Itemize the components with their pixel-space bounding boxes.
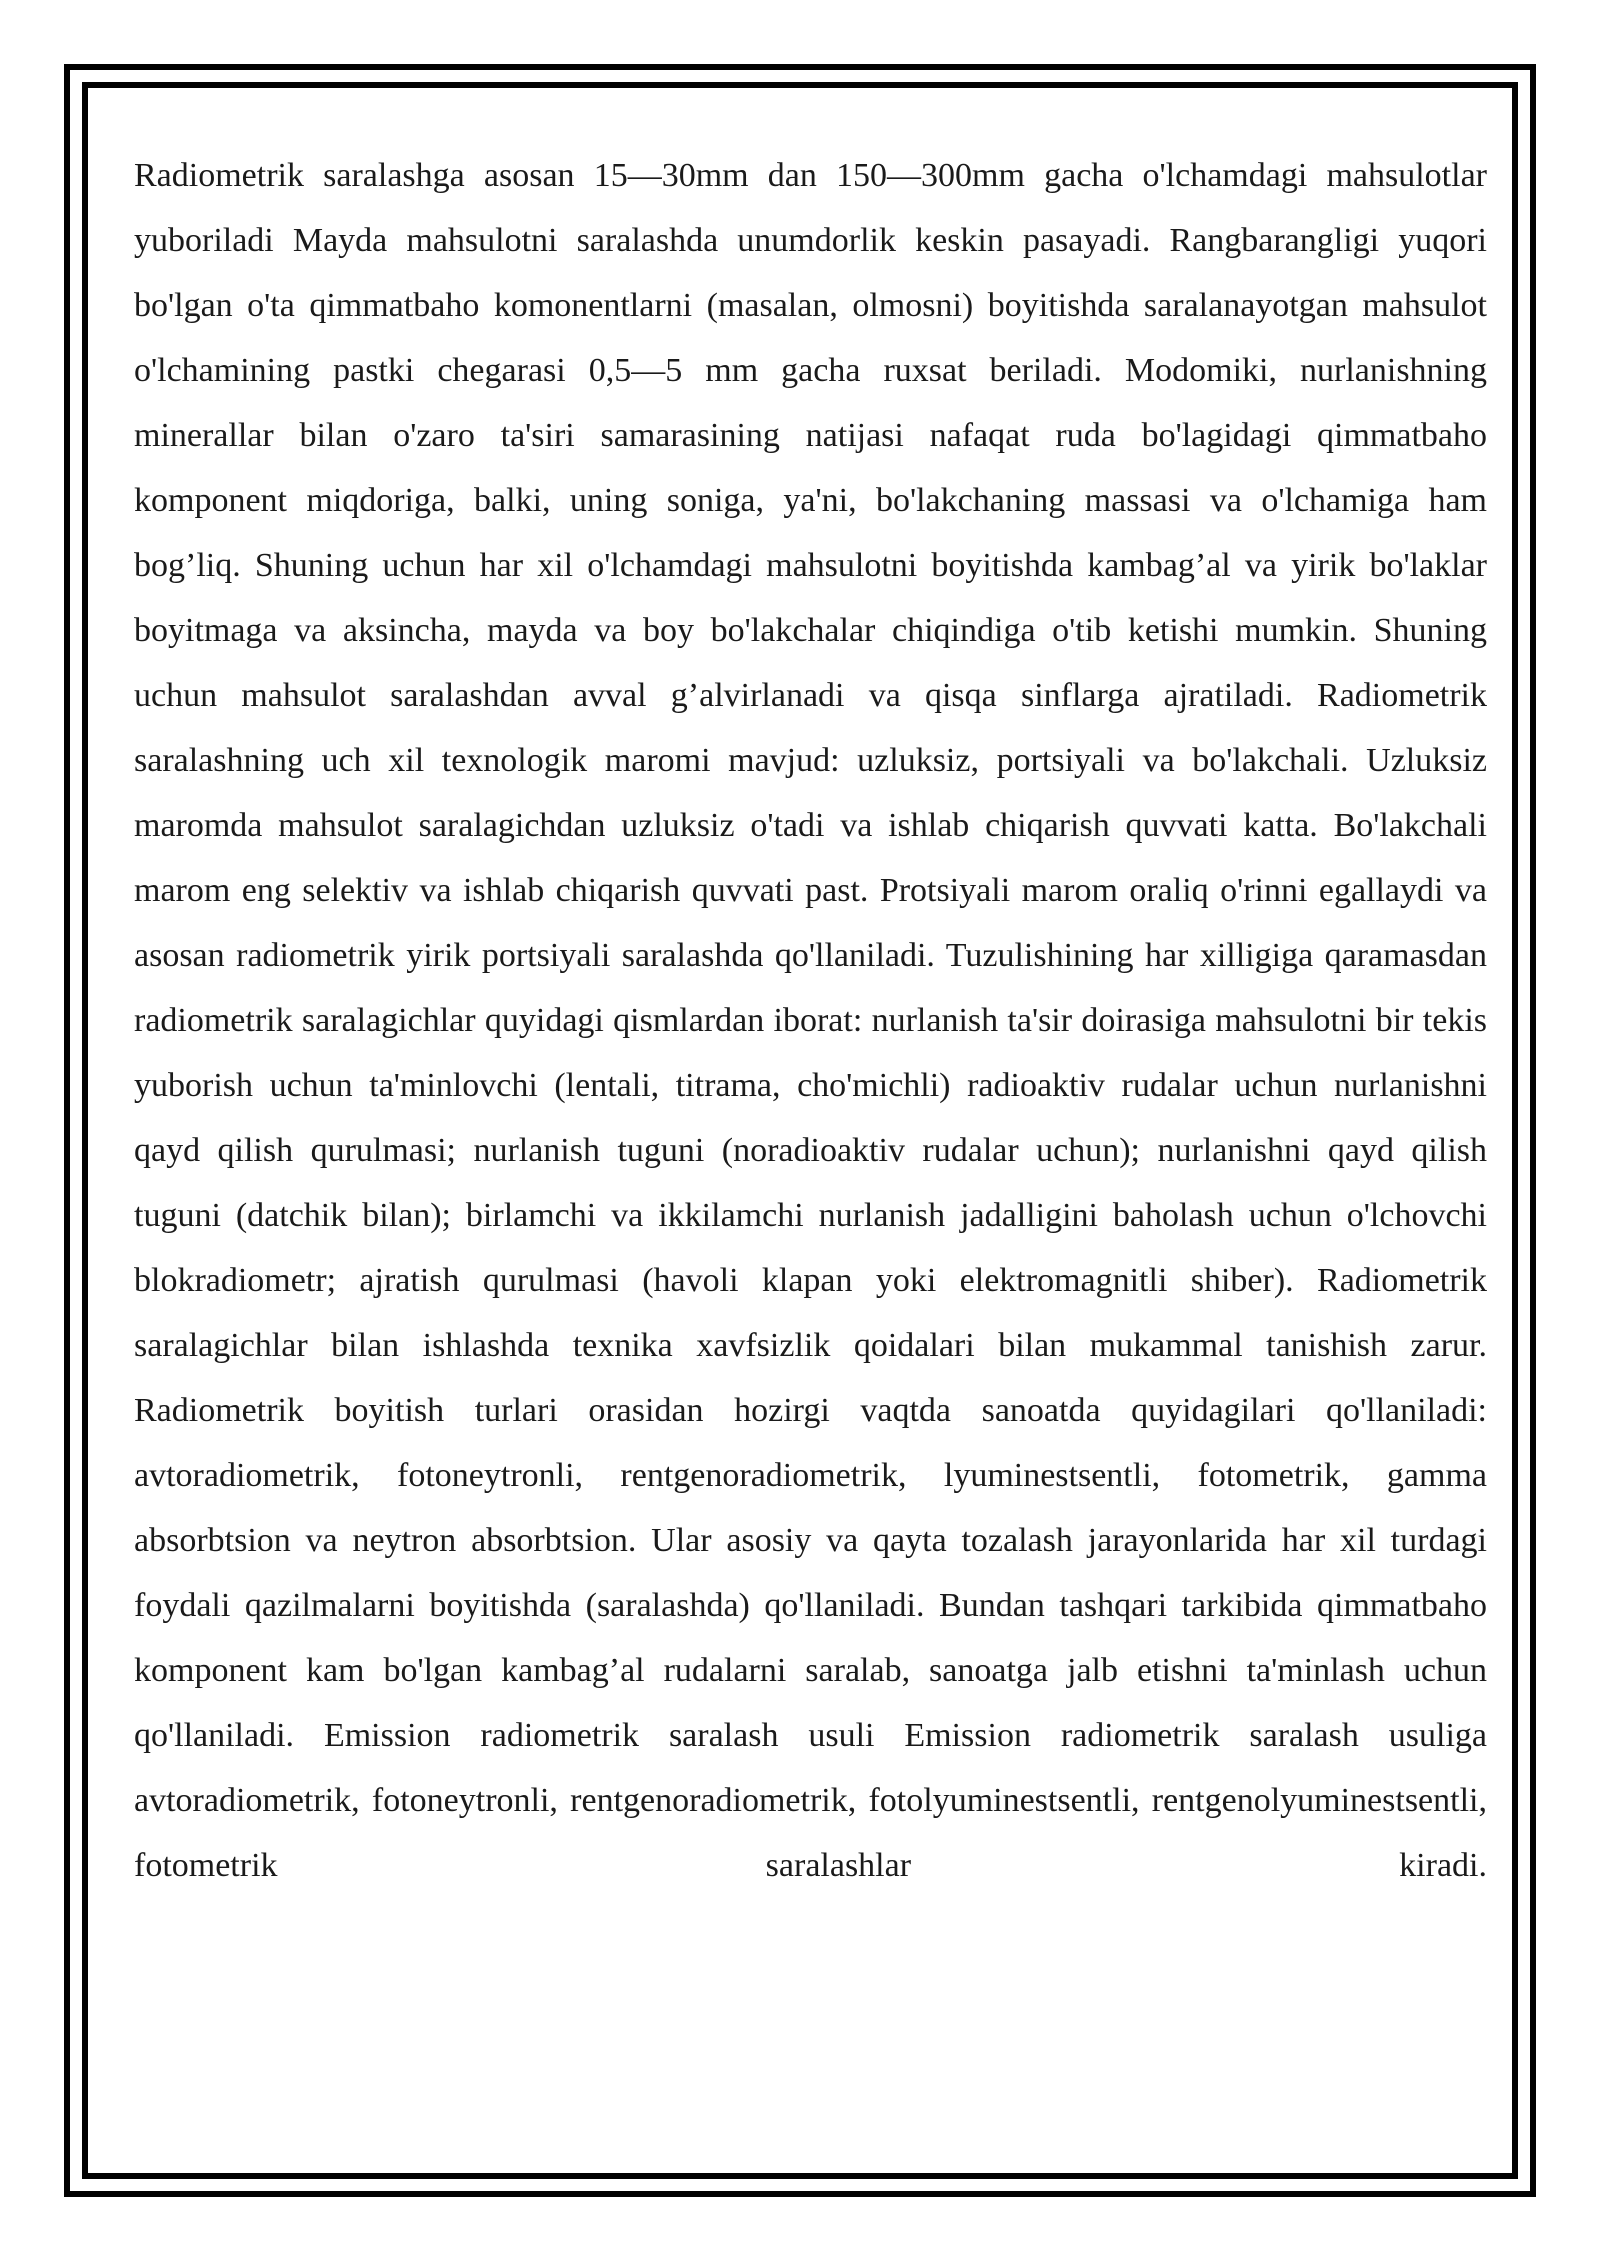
body-paragraph: Radiometrik saralashga asosan 15—30mm dan 150—300mm gacha o'lchamdagi mahsulotlar yuboriladi Mayda mahsulotni saralashda unumdorlik keskin pasayadi. Rangbarangligi yuqori bo'lgan o'ta qimmatbaho komonentlarni (masalan, olmosni) boyitishda saralanayotgan mahsulot o'lchamining pastki chegarasi 0,5—5 mm gacha ruxsat beriladi. Modomiki, nurlanishning minerallar bilan o'zaro ta'siri samarasining natijasi nafaqat ruda bo'lagidagi qimmatbaho komponent miqdoriga, balki, uning soniga, ya'ni, bo'lakchaning massasi va o'lchamiga ham bog’liq. Shuning uchun har xil o'lchamdagi mahsulotni boyitishda kambag’al va yirik bo'laklar boyitmaga va aksincha, mayda va boy bo'lakchalar chiqindiga o'tib ketishi mumkin. Shuning uchun mahsulot saralashdan avval g’alvirlanadi va qisqa sinflarga ajratiladi. Radiometrik saralashning uch xil texnologik maromi mavjud: uzluksiz, portsiyali va bo'lakchali. Uzluksiz maromda mahsulot saralagichdan uzluksiz o'tadi va ishlab chiqarish quvvati katta. Bo'lakchali marom eng selektiv va ishlab chiqarish quvvati past. Protsiyali marom oraliq o'rinni egallaydi va asosan radiometrik yirik portsiyali saralashda qo'llaniladi. Tuzulishining har xilligiga qaramasdan radiometrik saralagichlar quyidagi qismlardan iborat: nurlanish ta'sir doirasiga mahsulotni bir tekis yuborish uchun ta'minlovchi (lentali, titrama, cho'michli) radioaktiv rudalar uchun nurlanishni qayd qilish qurulmasi; nurlanish tuguni (noradioaktiv rudalar uchun); nurlanishni qayd qilish tuguni (datchik bilan); birlamchi va ikkilamchi nurlanish jadalligini baholash uchun o'lchovchi blokradiometr; ajratish qurulmasi (havoli klapan yoki elektromagnitli shiber). Radiometrik saralagichlar bilan ishlashda texnika xavfsizlik qoidalari bilan mukammal tanishish zarur. Radiometrik boyitish turlari orasidan hozirgi vaqtda sanoatda quyidagilari qo'llaniladi: avtoradiometrik, fotoneytronli, rentgenoradiometrik, lyuminestsentli, fotometrik, gamma absorbtsion va neytron absorbtsion. Ular asosiy va qayta tozalash jarayonlarida har xil turdagi foydali qazilmalarni boyitishda (saralashda) qo'llaniladi. Bundan tashqari tarkibida qimmatbaho komponent kam bo'lgan kambag’al rudalarni saralab, sanoatga jalb etishni ta'minlash uchun qo'llaniladi. Emission radiometrik saralash usuli Emission radiometrik saralash usuliga avtoradiometrik, fotoneytronli, rentgenoradiometrik, fotolyuminestsentli, rentgenolyuminestsentli, fotometrik saralashlar kiradi. — [134, 157, 1487, 1884]
